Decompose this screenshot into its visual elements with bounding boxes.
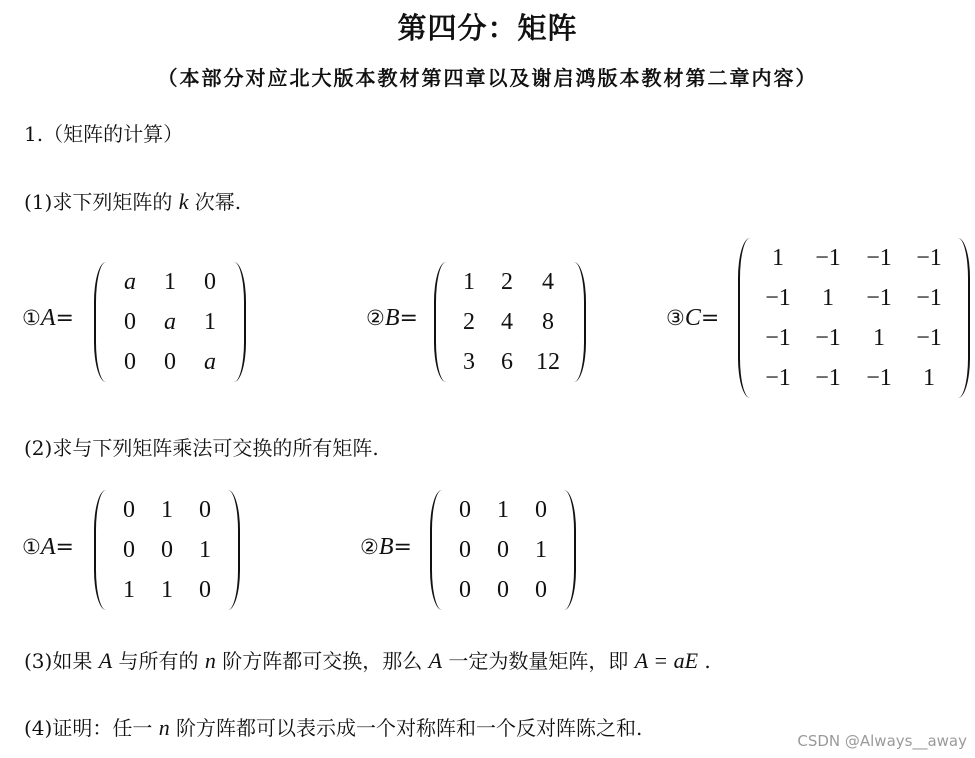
left-paren [738,238,752,398]
p1-m3-label [666,305,719,332]
matrix-grid [444,490,562,610]
part-3-s2: 与所有的 [112,649,205,673]
part-1-suffix: 次幂. [188,190,242,214]
matrix-grid [108,490,226,610]
p1-m2-eq: = [399,306,418,331]
matrix-cell: 2 [463,309,475,335]
matrix-cell: 12 [536,349,560,375]
part-3-var-a2: A [428,648,443,673]
matrix-cell: −1 [815,365,841,391]
part-4-var-n: n [158,715,170,740]
matrix-cell: 0 [459,537,471,563]
matrix-grid [108,262,232,382]
matrix-cell: 0 [204,269,216,295]
part-3-var-a1: A [98,648,113,673]
matrix-cell: 6 [501,349,513,375]
matrix-cell: 0 [459,577,471,603]
right-paren [562,490,576,610]
p1-m3-name: C [684,305,701,331]
watermark: CSDN @Always__away [797,732,967,750]
p1-m1-circle: ① [22,306,41,330]
matrix-cell: 0 [535,497,547,523]
matrix-cell: 0 [164,349,176,375]
matrix-cell: 0 [124,309,136,335]
p2-m1-name: A [40,534,56,560]
part-1-text [24,186,241,215]
matrix-cell: 1 [123,577,135,603]
matrix-cell: 1 [204,309,216,335]
left-paren [94,490,108,610]
part-3-s1: (3)如果 [24,649,99,673]
p1-m3-eq: = [700,306,720,331]
p1-m1-label [22,305,74,332]
matrix-cell: 1 [463,269,475,295]
matrix-cell: −1 [765,325,791,351]
right-paren [226,490,240,610]
page-subtitle: （本部分对应北大版本教材第四章以及谢启鸿版本教材第二章内容） [157,66,818,90]
page-title: 第四分：矩阵 [397,11,578,45]
part-3-s5: . [698,649,711,673]
p1-m1-eq: = [55,306,74,331]
matrix-cell: 0 [124,349,136,375]
part-4-s2: 阶方阵都可以表示成一个对称阵和一个反对阵陈之和. [169,716,643,740]
p1-m2-circle: ② [366,306,385,330]
part-3-var-n: n [204,648,216,673]
matrix-cell: 2 [501,269,513,295]
matrix-cell: −1 [866,245,892,271]
right-paren [956,238,970,398]
matrix-cell: 0 [199,577,211,603]
matrix-cell: 4 [501,309,513,335]
matrix-cell: 8 [542,309,554,335]
matrix-cell: 0 [497,537,509,563]
matrix-grid [752,238,956,398]
p2-m1-circle: ① [22,535,41,559]
matrix-cell: 0 [123,497,135,523]
p2-m1-eq: = [55,535,74,560]
matrix-cell: −1 [815,245,841,271]
matrix-cell: 0 [535,577,547,603]
matrix-cell: 1 [199,537,211,563]
part-1-prefix: (1)求下列矩阵的 [24,190,179,214]
matrix-cell: a [124,269,136,295]
p1-m1-name: A [40,305,56,331]
part-3-s4: 一定为数量矩阵，即 [442,649,635,673]
matrix-cell: −1 [916,245,942,271]
matrix-cell: 1 [161,577,173,603]
part-3-equation: A = aE [634,648,699,673]
left-paren [430,490,444,610]
matrix-cell: 1 [822,285,834,311]
matrix-cell: −1 [815,325,841,351]
matrix-cell: 1 [535,537,547,563]
matrix-grid [448,262,572,382]
matrix-cell: 0 [161,537,173,563]
matrix-cell: 4 [542,269,554,295]
matrix-cell: −1 [916,325,942,351]
part-1-var-k: k [178,189,189,214]
part-4-s1: (4)证明：任一 [24,716,159,740]
p1-m3-circle: ③ [666,306,685,330]
matrix-cell: 0 [123,537,135,563]
left-paren [434,262,448,382]
matrix-cell: 1 [873,325,885,351]
part-3-text [24,645,711,674]
p2-matrix-a [94,490,240,610]
matrix-cell: a [204,349,216,375]
matrix-cell: −1 [916,285,942,311]
p1-m2-name: B [384,305,400,331]
p1-matrix-b [434,262,586,382]
matrix-cell: 1 [497,497,509,523]
p2-m2-eq: = [393,535,412,560]
p2-matrix-b [430,490,576,610]
matrix-cell: 0 [459,497,471,523]
question-1-heading: 1.（矩阵的计算） [24,122,184,146]
p1-matrix-c [738,238,970,398]
matrix-cell: 3 [463,349,475,375]
part-3-s3: 阶方阵都可交换，那么 [215,649,429,673]
matrix-cell: 1 [923,365,935,391]
matrix-cell: 0 [199,497,211,523]
matrix-cell: 1 [161,497,173,523]
p2-m2-name: B [378,534,394,560]
part-2-text: (2)求与下列矩阵乘法可交换的所有矩阵. [24,436,379,460]
right-paren [232,262,246,382]
matrix-cell: 1 [772,245,784,271]
left-paren [94,262,108,382]
matrix-cell: −1 [765,285,791,311]
matrix-cell: 1 [164,269,176,295]
matrix-cell: −1 [765,365,791,391]
part-4-text [24,712,642,741]
p2-m2-circle: ② [360,535,379,559]
p2-m1-label [22,534,74,561]
p2-m2-label [360,534,412,561]
matrix-cell: 0 [497,577,509,603]
matrix-cell: −1 [866,365,892,391]
p1-m2-label [366,305,418,332]
matrix-cell: a [164,309,176,335]
p1-matrix-a [94,262,246,382]
right-paren [572,262,586,382]
matrix-cell: −1 [866,285,892,311]
